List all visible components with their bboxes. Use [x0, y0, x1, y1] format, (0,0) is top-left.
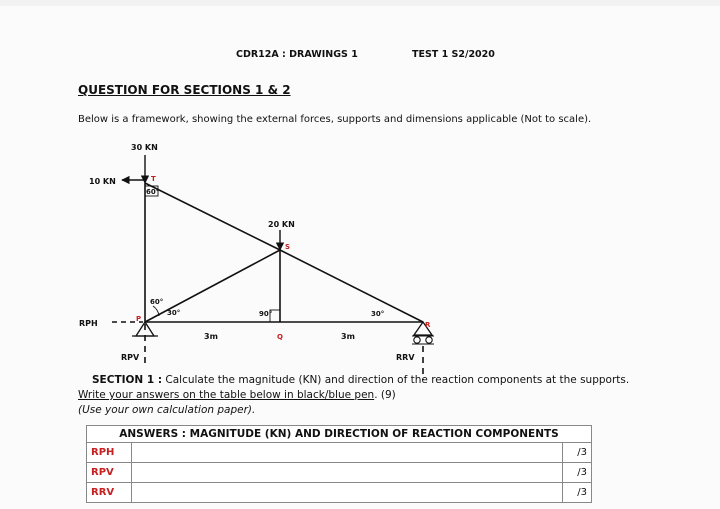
angle-top: 60° — [146, 188, 160, 196]
row-mark: /3 — [563, 483, 592, 503]
row-label: RPV — [87, 463, 132, 483]
answer-cell-rrv[interactable] — [132, 483, 563, 503]
label-rpv: RPV — [121, 353, 140, 362]
member-ts — [145, 183, 280, 250]
row-mark: /3 — [563, 443, 592, 463]
intro-text: Below is a framework, showing the external forces, supports and dimensions applicable (Not to scale). — [78, 114, 592, 125]
member-sr — [280, 250, 423, 322]
label-20kn: 20 KN — [268, 220, 295, 229]
table-row — [87, 443, 592, 463]
instruction-text: Write your answers on the table below in black/blue pen — [78, 389, 375, 401]
angle-p-upper: 60° — [150, 298, 164, 306]
answer-cell-rph[interactable] — [132, 443, 563, 463]
section1-text — [92, 374, 629, 386]
node-t: T — [151, 175, 156, 183]
section1-instruction — [78, 389, 396, 401]
roller-support-r — [412, 322, 434, 344]
label-rrv: RRV — [396, 353, 415, 362]
section1-label: SECTION 1 : — [92, 374, 163, 386]
label-10kn: 10 KN — [89, 177, 116, 186]
question-title: QUESTION FOR SECTIONS 1 & 2 — [78, 83, 291, 97]
row-label: RPH — [87, 443, 132, 463]
angle-r: 30° — [371, 310, 385, 318]
node-r: R — [425, 321, 431, 329]
answer-cell-rpv[interactable] — [132, 463, 563, 483]
answers-title: ANSWERS : MAGNITUDE (KN) AND DIRECTION OF REACTION COMPONENTS — [87, 426, 592, 443]
marks: . (9) — [374, 389, 396, 401]
node-s: S — [285, 243, 291, 251]
course-header: CDR12A : DRAWINGS 1 — [236, 49, 358, 60]
section1-body: Calculate the magnitude (KN) and direction of the reaction components at the supports. — [165, 374, 630, 386]
dim-right: 3m — [341, 332, 355, 341]
label-30kn: 30 KN — [131, 143, 158, 152]
node-q: Q — [277, 333, 283, 341]
row-mark: /3 — [563, 463, 592, 483]
calc-note: (Use your own calculation paper). — [78, 404, 256, 416]
angle-q: 90° — [259, 310, 273, 318]
angle-p-lower: 30° — [167, 309, 181, 317]
dim-left: 3m — [204, 332, 218, 341]
answers-table — [86, 425, 592, 503]
table-row — [87, 483, 592, 503]
test-header: TEST 1 S2/2020 — [412, 49, 495, 60]
table-row — [87, 463, 592, 483]
row-label: RRV — [87, 483, 132, 503]
node-p: P — [136, 315, 142, 323]
label-rph: RPH — [79, 319, 98, 328]
